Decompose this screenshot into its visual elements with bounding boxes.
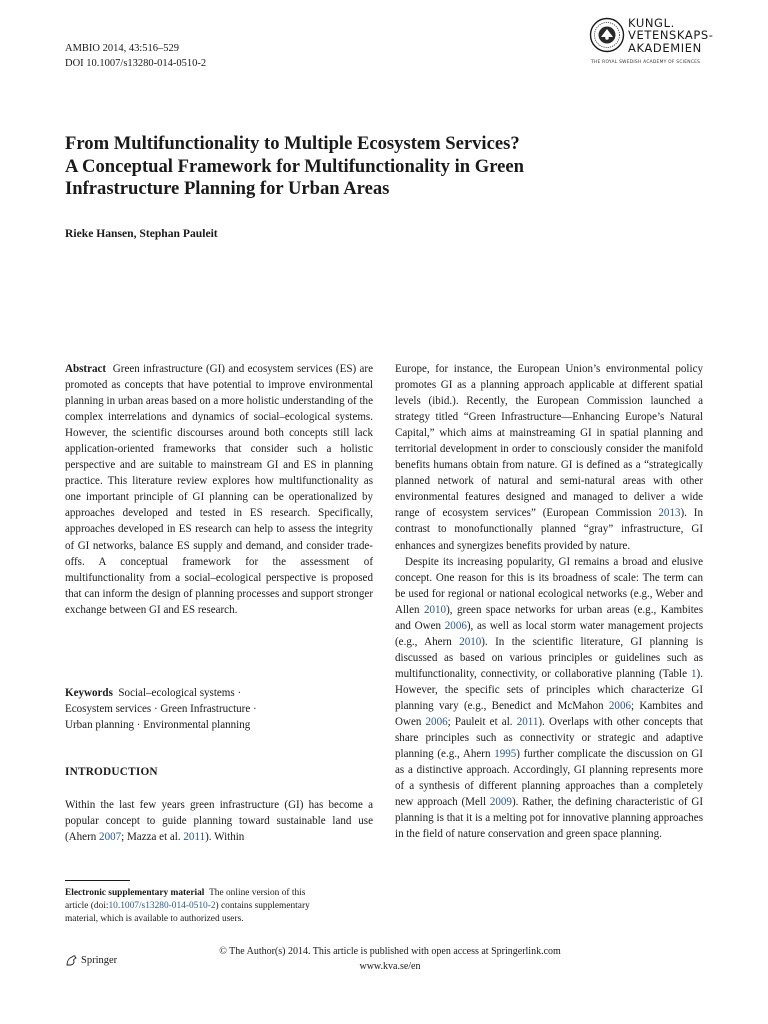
body-text-run: Despite its increasing popularity, GI remains a broad and elusive concept. One reason for this is its broadness of scale: The term can be used for regional or national ecological networks (e.g., Weber and Allen bbox=[395, 555, 703, 616]
citation-link[interactable]: 2006 bbox=[425, 716, 448, 729]
abstract-paragraph bbox=[65, 361, 373, 618]
academy-name-line: KUNGL. bbox=[628, 16, 675, 30]
body-text-run: ). In the scientific literature, GI planning is discussed as based on various principles or guidelines such as multifunctionality, connectivity, or collaborative planning (Table bbox=[395, 635, 703, 680]
supplementary-material-note bbox=[65, 887, 373, 926]
body-text-run: ), as well as local storm water management projects (e.g., Ahern bbox=[395, 619, 703, 648]
keywords-line: Social–ecological systems · bbox=[118, 687, 242, 699]
citation-link[interactable]: 2011 bbox=[183, 831, 206, 844]
keywords-line: Urban planning · Environmental planning bbox=[65, 719, 251, 731]
citation-link[interactable]: 2011 bbox=[516, 716, 539, 729]
copyright-notice: © The Author(s) 2014. This article is published with open access at Springerlink.com bbox=[219, 946, 561, 957]
journal-citation: AMBIO 2014, 43:516–529 bbox=[65, 43, 180, 54]
journal-doi: DOI 10.1007/s13280-014-0510-2 bbox=[65, 58, 207, 69]
citation-link[interactable]: 1995 bbox=[494, 748, 517, 761]
supplementary-label: Electronic supplementary material bbox=[65, 888, 205, 898]
citation-link[interactable]: 2010 bbox=[423, 603, 447, 616]
citation-link[interactable]: 2006 bbox=[444, 619, 467, 632]
citation-link[interactable]: 2013 bbox=[658, 507, 681, 520]
body-text-run: ). However, the specific sets of principles which characterize GI planning vary (e.g., Benedict and McMahon bbox=[395, 667, 703, 712]
supplementary-text: ) contains supplementary bbox=[215, 901, 310, 911]
academy-logo[interactable] bbox=[589, 17, 759, 73]
title-line: From Multifunctionality to Multiple Ecosystem Services? bbox=[65, 133, 520, 154]
body-paragraph bbox=[395, 361, 703, 554]
academy-name bbox=[628, 17, 714, 54]
journal-reference bbox=[65, 41, 206, 71]
title-line: A Conceptual Framework for Multifunctionality in Green bbox=[65, 155, 524, 177]
body-text-run: ). Overlaps with other concepts that share principles such as connectivity or strategic and adaptive planning (e.g., Ahern bbox=[395, 716, 703, 761]
keywords-section bbox=[65, 685, 373, 733]
introduction-text bbox=[65, 797, 373, 845]
keywords-line: Ecosystem services · Green Infrastructure · bbox=[65, 703, 257, 715]
body-text-run: ). In contrast to monofunctionally planned “gray” infrastructure, GI enhances and synergizes benefits provided by nature. bbox=[395, 507, 704, 552]
supplementary-text: material, which is available to authorized users. bbox=[65, 914, 244, 924]
title-line: Infrastructure Planning for Urban Areas bbox=[65, 178, 390, 200]
intro-text-run: Within the last few years green infrastructure (GI) has become a popular concept to guide planning toward sustainable land use (Ahern bbox=[65, 799, 373, 844]
page-footer bbox=[160, 945, 620, 974]
springer-logo[interactable] bbox=[65, 952, 117, 968]
body-text-run: ), green space networks for urban areas (e.g., Kambites and Owen bbox=[395, 603, 703, 632]
body-paragraph bbox=[395, 554, 703, 843]
article-authors: Rieke Hansen, Stephan Pauleit bbox=[65, 227, 218, 240]
abstract-label: Abstract bbox=[65, 363, 107, 375]
keywords-label: Keywords bbox=[65, 687, 113, 699]
academy-name-line: AKADEMIEN bbox=[628, 40, 702, 55]
academy-seal-icon bbox=[589, 17, 625, 53]
intro-text-run: ; Mazza et al. bbox=[121, 831, 184, 844]
academy-name-line: VETENSKAPS- bbox=[628, 28, 714, 43]
supplementary-text: The online version of this bbox=[209, 888, 306, 898]
citation-link[interactable]: 2006 bbox=[608, 699, 631, 712]
publisher-name: Springer bbox=[81, 954, 118, 966]
abstract-section bbox=[65, 361, 373, 618]
article-title bbox=[65, 133, 705, 201]
table-link[interactable]: 1 bbox=[691, 667, 697, 680]
citation-link[interactable]: 2010 bbox=[459, 635, 482, 648]
body-text-run: ; Kambites and Owen bbox=[395, 699, 703, 729]
citation-link[interactable]: 2009 bbox=[489, 796, 512, 809]
body-text-run: ). Rather, the defining characteristic of GI planning is that it is a melting pot for innovative planning approaches in the field of nature conservation and green space planning. bbox=[395, 796, 703, 841]
citation-link[interactable]: 2007 bbox=[99, 831, 122, 844]
body-text-run: Europe, for instance, the European Union’s environmental policy promotes GI as a planning approach applicable at different spatial levels (ibid.). Recently, the European Commission launched a strategy titled “Green Infrastructure—Enhancing Europe’s Natural Capital,” which aims at mainstreaming GI in spatial planning and territorial development in order to consciously consider the manifold benefits humans obtain from nature. GI is defined as a “strategically planned network of natural and semi-natural areas with other environmental features designed and managed to deliver a wide range of ecosystem services” (European Commission bbox=[395, 363, 703, 520]
footer-url[interactable]: www.kva.se/en bbox=[359, 960, 421, 972]
body-text-run: ) further complicate the discussion on GI as a distinctive approach. Accordingly, GI planning represents more of a synthesis of different planning approaches than a completely new approach (Mell bbox=[395, 748, 703, 809]
footnote-divider bbox=[65, 880, 130, 881]
academy-subtitle: THE ROYAL SWEDISH ACADEMY OF SCIENCES bbox=[591, 60, 701, 65]
doi-link[interactable]: 10.1007/s13280-014-0510-2 bbox=[108, 901, 216, 911]
introduction-heading: INTRODUCTION bbox=[65, 766, 158, 778]
abstract-text: Green infrastructure (GI) and ecosystem services (ES) are promoted as concepts that have potential to improve environmental planning in urban areas based on a more holistic understanding of the complex interrelations and dynamics of social–ecological systems. However, the scientific discourses around both concepts still lack application-oriented frameworks that consider such a holistic perspective and are suitable to mainstream GI and ES in planning practice. This literature review explores how multifunctionality as one important principle of GI planning can be operationalized by approaches developed and tested in ES research. Specifically, approaches developed in ES research can help to assess the integrity of GI networks, balance ES supply and demand, and consider trade-offs. A conceptual framework for the assessment of multifunctionality from a social–ecological perspective is proposed that can inform the design of planning processes and support stronger exchange between GI and ES research. bbox=[65, 363, 373, 616]
intro-text-run: ). Within bbox=[205, 831, 245, 844]
body-text-run: ; Pauleit et al. bbox=[447, 716, 517, 729]
supplementary-text: article (doi: bbox=[65, 901, 109, 911]
springer-horse-icon bbox=[65, 954, 78, 967]
body-right-column bbox=[395, 361, 703, 842]
